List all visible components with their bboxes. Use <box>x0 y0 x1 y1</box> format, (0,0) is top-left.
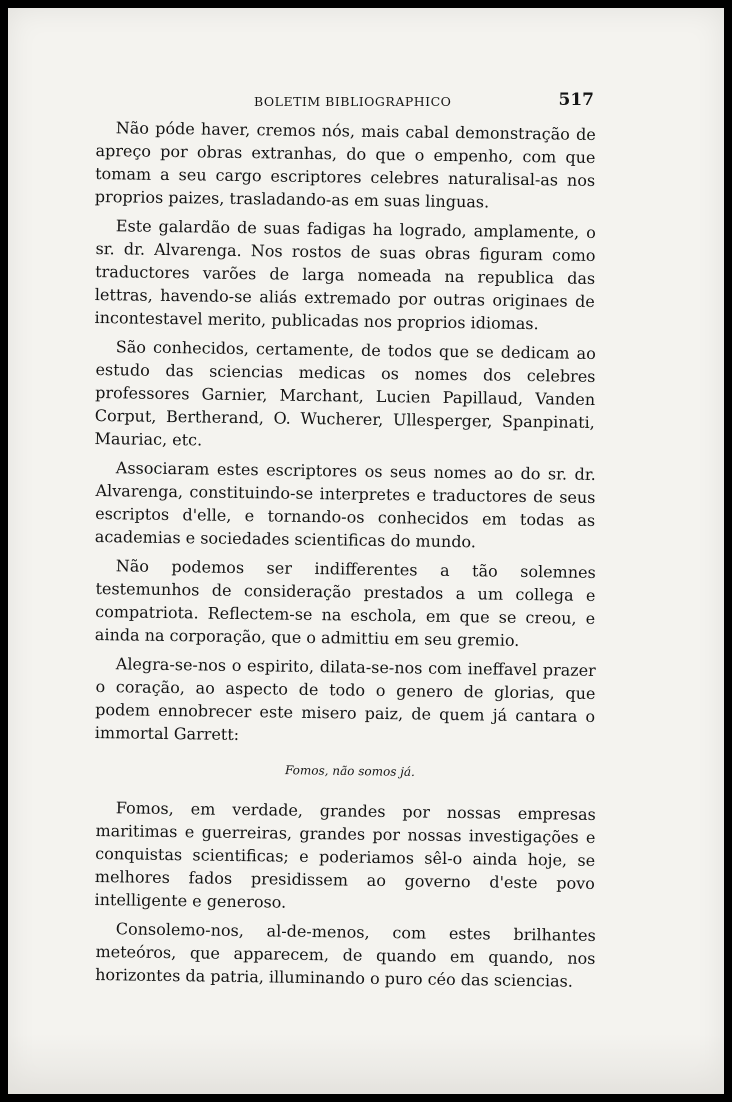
paragraph: Fomos, em verdade, grandes por nossas empresas maritimas e guerreiras, grandes por nossas investigações e conquistas scientificas; e poderiamos sêl-o ainda hoje, se melhores fados presidissem ao governo d'este povo intelligente e generoso. <box>94 798 596 912</box>
paragraph: Não póde haver, cremos nós, mais cabal demonstração de apreço por obras extranhas, do que o empenho, com que tomam a seu cargo escriptores celebres naturalisal-as nos proprios paizes, trasladando-as em suas linguas. <box>94 118 596 212</box>
paragraph: Associaram estes escriptores os seus nomes ao do sr. dr. Alvarenga, constituindo-se interpretes e traductores de seus escriptos d'elle, e tornando-os conhecidos em todas as academias e sociedades scientificas do mundo. <box>94 458 596 552</box>
running-title: BOLETIM BIBLIOGRAPHICO <box>254 94 452 109</box>
paragraph: Não podemos ser indifferentes a tão solemnes testemunhos de consideração prestados a um collega e compatriota. Reflectem-se na eschola, em que se creou, e ainda na corporação, que o admittiu em seu gremio. <box>94 556 596 650</box>
verse-quote: Fomos, não somos já. <box>284 763 416 779</box>
paragraph: Alegra-se-nos o espirito, dilata-se-nos com ineffavel prazer o coração, ao aspecto de todo o genero de glorias, que podem ennobrecer este misero paiz, de quem já cantara o immortal Garrett: <box>94 654 596 745</box>
page-body <box>96 88 596 992</box>
page-number: 517 <box>558 90 594 110</box>
paragraph: São conhecidos, certamente, de todos que se dedicam ao estudo das sciencias medicas os nomes dos celebres professores Garnier, Marchant, Lucien Papillaud, Vanden Corput, Bertherand, O. Wucherer, Ullesperger, Spanpinati, Mauriac, etc. <box>94 337 596 450</box>
paragraph: Este galardão de suas fadigas ha logrado, amplamente, o sr. dr. Alvarenga. Nos rostos de suas obras figuram como traductores varões de larga nomeada na republica das lettras, havendo-se aliás extremado por outras originaes de incontestavel merito, publicadas nos proprios idiomas. <box>94 216 596 334</box>
running-head <box>96 88 596 114</box>
paragraph: Consolemo-nos, al-de-menos, com estes brilhantes meteóros, que apparecem, de quando em quando, nos horizontes da patria, illuminando o puro céo das sciencias. <box>95 919 596 991</box>
